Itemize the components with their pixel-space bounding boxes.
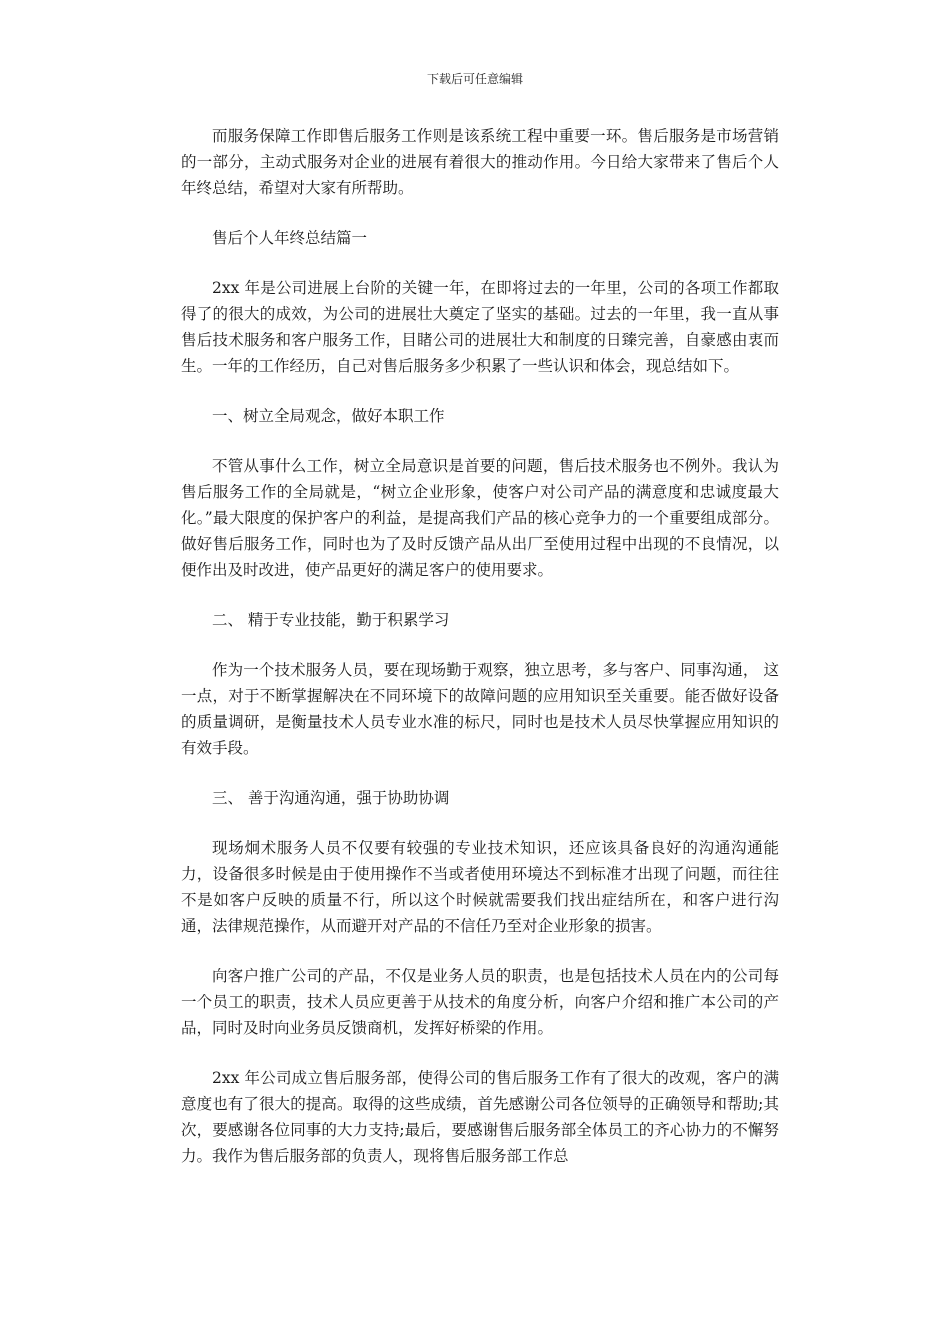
document-title: 售后个人年终总结篇一 [212,229,368,247]
paragraph-2: 不管从事什么工作，树立全局意识是首要的问题，售后技术服务也不例外。我认为售后服务工作的全局就是，“树立企业形象，使客户对公司产品的满意度和忠诚度最大化。”最大限度的保护客户的利益，是提高我们产品的核心竞争力的一个重要组成部分。做好售后服务工作，同时也为了及时反馈产品从出厂至使用过程中出现的不良情况，以便作出及时改进，使产品更好的满足客户的使用要求。 [181,457,779,579]
paragraph-4: 现场炯术服务人员不仅要有较强的专业技术知识，还应该具备良好的沟通沟通能力，设备很多时候是由于使用操作不当或者使用环境达不到标准才出现了问题，而往往不是如客户反映的质量不行，所以这个时候就需要我们找出症结所在，和客户进行沟通，法律规范操作，从而避开对产品的不信任乃至对企业形象的损害。 [181,839,779,935]
section-heading-3: 三、 善于沟通沟通，强于协助协调 [212,789,450,807]
paragraph-5: 向客户推广公司的产品，不仅是业务人员的职责，也是包括技术人员在内的公司每一个员工的职责，技术人员应更善于从技术的角度分析，向客户介绍和推广本公司的产品，同时及时向业务员反馈商机，发挥好桥梁的作用。 [181,967,779,1037]
header-note: 下载后可任意编辑 [426,72,523,86]
document-body [181,123,779,1193]
paragraph-3: 作为一个技术服务人员，要在现场勤于观察，独立思考，多与客户、同事沟通， 这一点，对于不断掌握解决在不同环境下的故障问题的应用知识至关重要。能否做好设备的质量调研，是衡量技术人员专业水准的标尺，同时也是技术人员尽快掌握应用知识的有效手段。 [181,661,779,757]
section-heading-1: 一、树立全局观念，做好本职工作 [212,407,445,425]
section-heading-2: 二、 精于专业技能，勤于积累学习 [212,611,450,629]
intro-paragraph: 而服务保障工作即售后服务工作则是该系统工程中重要一环。售后服务是市场营销的一部分，主动式服务对企业的进展有着很大的推动作用。今日给大家带来了售后个人年终总结，希望对大家有所帮助。 [181,127,779,197]
paragraph-6: 2xx 年公司成立售后服务部，使得公司的售后服务工作有了很大的改观，客户的满意度也有了很大的提高。取得的这些成绩，首先感谢公司各位领导的正确领导和帮助;其次，要感谢各位同事的大力支持;最后，要感谢售后服务部全体员工的齐心协力的不懈努力。我作为售后服务部的负责人，现将售后服务部工作总 [181,1069,779,1165]
paragraph-1: 2xx 年是公司进展上台阶的关键一年，在即将过去的一年里，公司的各项工作都取得了的很大的成效，为公司的进展壮大奠定了坚实的基础。过去的一年里，我一直从事售后技术服务和客户服务工作，目睹公司的进展壮大和制度的日臻完善，自豪感由衷而生。一年的工作经历，自己对售后服务多少积累了一些认识和体会，现总结如下。 [181,279,779,375]
